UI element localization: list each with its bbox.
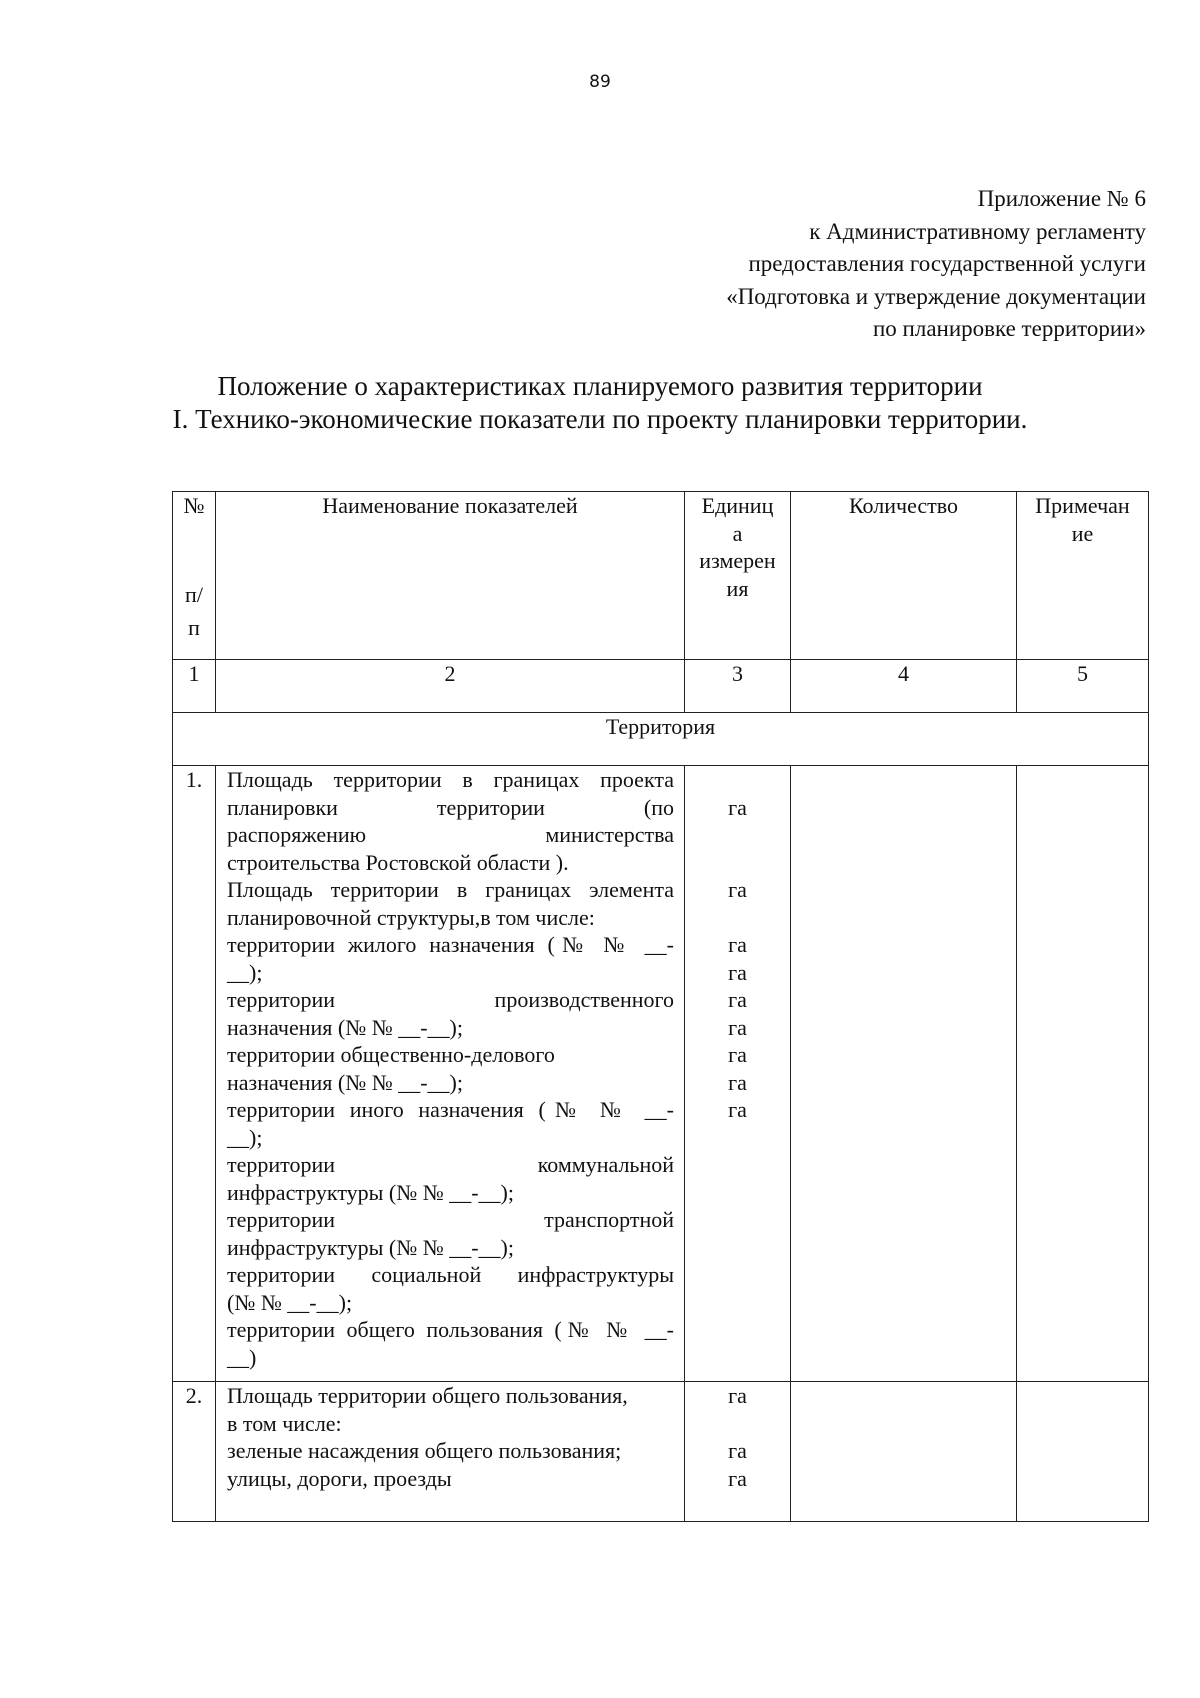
indicator-line: территории социальной инфраструктуры [227, 1262, 674, 1287]
appendix-line: предоставления государственной услуги [748, 251, 1146, 276]
indicator-line: назначения (№ № __-__); [227, 1069, 463, 1095]
section-row [173, 713, 1149, 766]
header-unit-cell [685, 492, 791, 660]
row-number: 1. [173, 766, 216, 1382]
unit-value: га [728, 1383, 747, 1408]
indicator-line: планировки территории (по [227, 794, 674, 820]
row-number: 2. [173, 1382, 216, 1522]
unit-value [685, 849, 790, 877]
indicator-line: улицы, дороги, проезды [227, 1465, 452, 1491]
page-number: 89 [589, 72, 611, 92]
indicator-line: (№ № __-__); [227, 1289, 353, 1315]
indicator-line: территории общего пользования (№ № __- [227, 1317, 674, 1342]
document-titles [0, 370, 1200, 436]
indicators-table [172, 491, 1149, 1522]
header-quantity: Количество [848, 493, 959, 518]
column-number-cell: 4 [791, 660, 1017, 713]
unit-value [685, 904, 790, 932]
unit-value [685, 1410, 790, 1438]
column-number-cell: 5 [1017, 660, 1149, 713]
indicator-line: территории жилого назначения (№ № __- [227, 932, 674, 957]
unit-value: га [728, 932, 747, 957]
unit-value: га [728, 1438, 747, 1463]
header-unit: а [732, 520, 743, 546]
indicator-line: Площадь территории в границах элемента [227, 877, 674, 902]
table-row [173, 1382, 1149, 1522]
indicator-line: инфраструктуры (№ № __-__); [227, 1234, 514, 1260]
indicator-line: назначения (№ № __-__); [227, 1014, 463, 1040]
header-row [173, 492, 1149, 660]
appendix-header [726, 183, 1146, 346]
unit-cell [685, 766, 791, 1382]
indicator-line: территории иного назначения (№ № __- [227, 1097, 674, 1122]
indicator-line: территории общественно-делового [227, 1042, 555, 1067]
unit-value [685, 766, 790, 794]
column-number-cell: 3 [685, 660, 791, 713]
header-number-abbr: п/ [185, 582, 203, 607]
header-note: Примечан [1035, 493, 1130, 518]
column-number-cell: 1 [173, 660, 216, 713]
header-quantity-cell [791, 492, 1017, 660]
indicator-line: в том числе: [227, 1410, 342, 1436]
unit-value: га [728, 1042, 747, 1067]
unit-value: га [728, 1069, 747, 1095]
table-row [173, 766, 1149, 1382]
header-note-cell [1017, 492, 1149, 660]
indicator-line: __); [227, 959, 263, 985]
header-number-cell [173, 492, 216, 660]
unit-value: га [728, 794, 747, 820]
header-unit: Единиц [701, 493, 774, 518]
indicator-line: инфраструктуры (№ № __-__); [227, 1179, 514, 1205]
note-cell [1017, 1382, 1149, 1522]
column-number-cell: 2 [216, 660, 685, 713]
indicator-line: __); [227, 1124, 263, 1150]
note-cell [1017, 766, 1149, 1382]
indicator-line: зеленые насаждения общего пользования; [227, 1438, 622, 1463]
section-title: Территория [173, 713, 1149, 766]
unit-value: га [728, 1097, 747, 1122]
appendix-line: к Административному регламенту [809, 218, 1146, 244]
unit-value: га [728, 1465, 747, 1491]
header-unit: ия [726, 575, 749, 601]
header-unit: измерен [699, 548, 776, 573]
header-number-sign: № [183, 493, 205, 518]
indicator-line: распоряжению министерства [227, 822, 674, 847]
header-name-cell [216, 492, 685, 660]
indicator-name-cell [216, 766, 685, 1382]
indicator-line: территории коммунальной [227, 1152, 674, 1177]
indicator-line: __) [227, 1344, 257, 1370]
indicator-line: планировочной структуры,в том числе: [227, 904, 595, 930]
indicator-line: Площадь территории общего пользования, [227, 1383, 628, 1408]
indicator-line: территории производственного [227, 987, 674, 1012]
indicator-name-cell [216, 1382, 685, 1522]
indicator-line: Площадь территории в границах проекта [227, 767, 674, 792]
header-name: Наименование показателей [322, 493, 578, 518]
appendix-line: «Подготовка и утверждение документации [726, 283, 1146, 309]
indicator-line: территории транспортной [227, 1207, 674, 1232]
indicator-line: строительства Ростовской области ). [227, 849, 569, 875]
unit-value: га [728, 1014, 747, 1040]
unit-value: га [728, 987, 747, 1012]
unit-value: га [728, 959, 747, 985]
header-note: ие [1071, 520, 1094, 546]
appendix-line: Приложение № 6 [977, 186, 1146, 211]
column-number-row [173, 660, 1149, 713]
quantity-cell [791, 766, 1017, 1382]
quantity-cell [791, 1382, 1017, 1522]
appendix-line: по планировке территории» [872, 316, 1146, 341]
document-subtitle: I. Технико-экономические показатели по проекту планировки территории. [172, 404, 1028, 434]
unit-value: га [728, 877, 747, 902]
header-number-abbr: п [188, 614, 200, 640]
unit-cell [685, 1382, 791, 1522]
document-title: Положение о характеристиках планируемого развития территории [217, 371, 983, 401]
unit-value [685, 821, 790, 849]
